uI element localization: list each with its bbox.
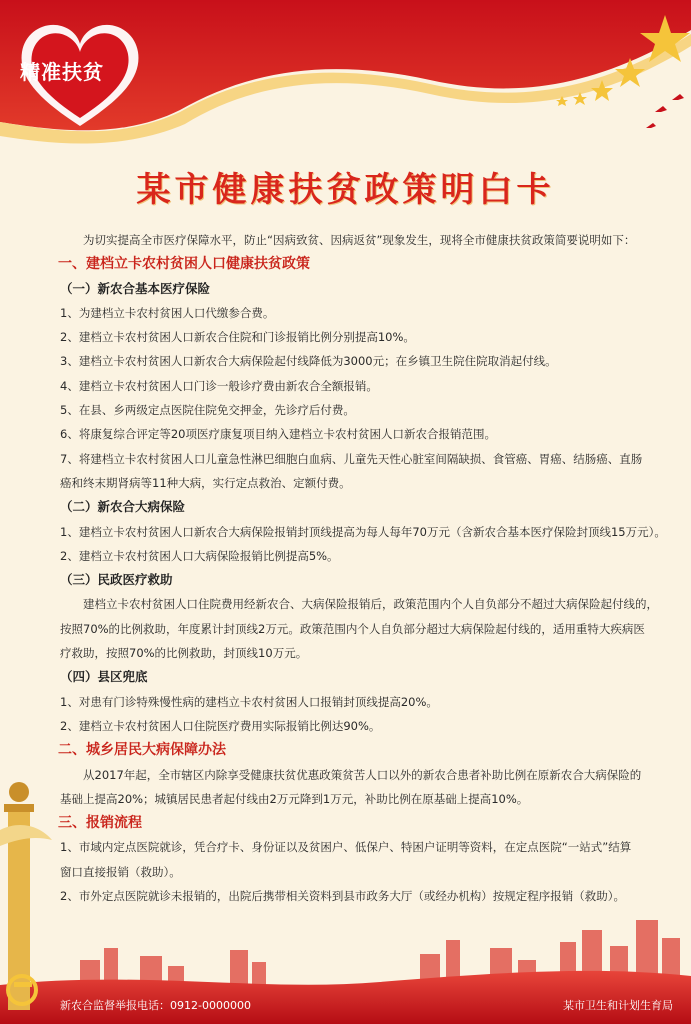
list-item: 1、对患有门诊特殊慢性病的建档立卡农村贫困人口报销封顶线提高20%。 [60, 694, 438, 709]
subsection-heading: （三）民政医疗救助 [60, 572, 173, 588]
section-heading: 一、建档立卡农村贫困人口健康扶贫政策 [58, 256, 310, 273]
list-item: 3、建档立卡农村贫困人口新农合大病保险起付线降低为3000元；在乡镇卫生院住院取消起付线。 [60, 354, 557, 369]
subsection-heading: （四）县区兜底 [60, 669, 148, 685]
paragraph-line: 疗救助，按照70%的比例救助，封顶线10万元。 [60, 646, 308, 661]
list-item: 2、建档立卡农村贫困人口大病保险报销比例提高5%。 [60, 548, 339, 563]
list-item: 2、建档立卡农村贫困人口住院医疗费用实际报销比例达90%。 [60, 718, 381, 733]
issuer-text: 某市卫生和计划生育局 [563, 999, 673, 1012]
list-item: 1、市域内定点医院就诊，凭合疗卡、身份证以及贫困户、低保户、特困户证明等资料，在定点医院“一站式”结算 [60, 840, 632, 855]
intro-text: 为切实提高全市医疗保障水平，防止“因病致贫、因病返贫”现象发生，现将全市健康扶贫政策简要说明如下： [83, 233, 636, 247]
list-item: 2、市外定点医院就诊未报销的，出院后携带相关资料到县市政务大厅（或经办机构）按规定程序报销（救助）。 [60, 889, 626, 904]
dove-icon [646, 94, 684, 128]
subsection-heading: （二）新农合大病保险 [60, 499, 186, 515]
list-item: 5、在县、乡两级定点医院住院免交押金，先诊疗后付费。 [60, 403, 355, 418]
hotline-text: 新农合监督举报电话：0912-0000000 [60, 999, 251, 1012]
list-item: 7、将建档立卡农村贫困人口儿童急性淋巴细胞白血病、儿童先天性心脏室间隔缺损、食管癌、胃癌、结肠癌、直肠 [60, 451, 643, 466]
paragraph-line: 按照70%的比例救助，年度累计封顶线2万元。政策范围内个人自负部分超过大病保险起付线的，适用重特大疾病医 [60, 621, 645, 636]
section-heading: 二、城乡居民大病保障办法 [58, 742, 226, 759]
section-heading: 三、报销流程 [58, 815, 142, 832]
page-title: 某市健康扶贫政策明白卡 [136, 170, 555, 210]
paragraph-line: 基础上提高20%；城镇居民患者起付线由2万元降到1万元，补助比例在原基础上提高10%。 [60, 791, 529, 806]
list-item: 2、建档立卡农村贫困人口新农合住院和门诊报销比例分别提高10%。 [60, 330, 415, 345]
list-item: 6、将康复综合评定等20项医疗康复项目纳入建档立卡农村贫困人口新农合报销范围。 [60, 427, 496, 442]
logo-text: 精准扶贫 [20, 60, 104, 84]
paragraph-line: 从2017年起，全市辖区内除享受健康扶贫优惠政策贫苦人口以外的新农合患者补助比例在原新农合大病保险的 [83, 767, 642, 782]
list-item-continuation: 癌和终末期肾病等11种大病，实行定点救治、定额付费。 [60, 475, 351, 490]
bottom-decoration [0, 770, 691, 1024]
list-item: 1、为建档立卡农村贫困人口代缴参合费。 [60, 305, 275, 320]
subsection-heading: （一）新农合基本医疗保险 [60, 280, 211, 296]
list-item: 4、建档立卡农村贫困人口门诊一般诊疗费由新农合全额报销。 [60, 378, 378, 393]
list-item-continuation: 窗口直接报销（救助）。 [60, 864, 181, 879]
paragraph-line: 建档立卡农村贫困人口住院费用经新农合、大病保险报销后，政策范围内个人自负部分不超过大病保险起付线的， [83, 597, 658, 612]
list-item: 1、建档立卡农村贫困人口新农合大病保险报销封顶线提高为每人每年70万元（含新农合基本医疗保险封顶线15万元）。 [60, 524, 666, 539]
